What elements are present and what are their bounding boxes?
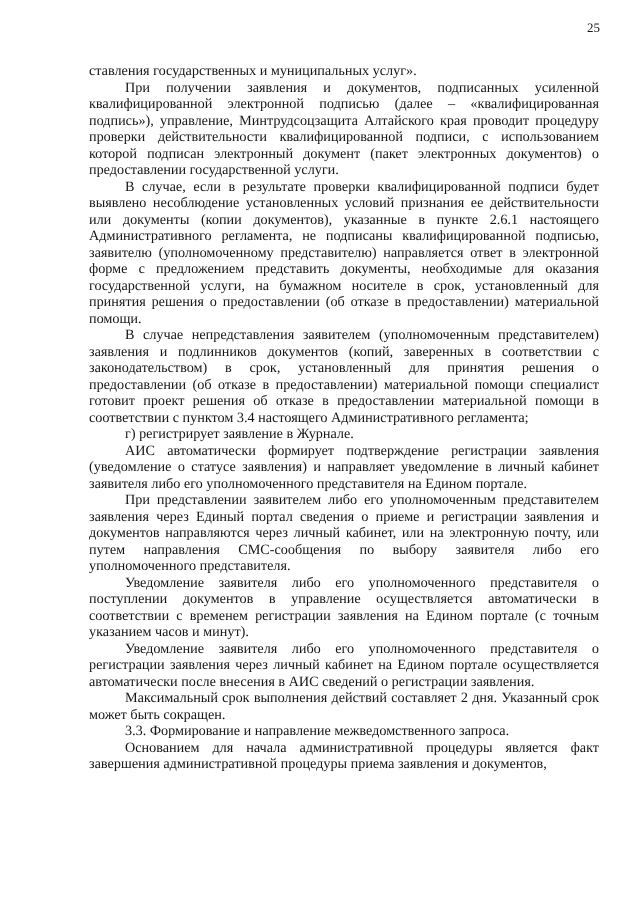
paragraph: В случае, если в результате проверки квалифицированной подписи будет выявлено несоблюдение установленных условий признания ее действительности или документы (копии документов), указанные в пункте 2.6.1 настоящего Административного регламента, не подписаны квалифицированной подписью, заявителю (уполномоченному представителю) направляется ответ в электронной форме с предложением представить документы, необходимые для оказания государственной услуги, на бумажном носителе в срок, установленный для принятия решения о предоставлении (об отказе в предоставлении) материальной помощи. bbox=[89, 178, 599, 327]
paragraph: Максимальный срок выполнения действий составляет 2 дня. Указанный срок может быть сокращен. bbox=[89, 690, 599, 723]
section-heading: 3.3. Формирование и направление межведомственного запроса. bbox=[125, 723, 510, 739]
paragraph: АИС автоматически формирует подтверждение регистрации заявления (уведомление о статусе заявления) и направляет уведомление в личный кабинет заявителя либо его уполномоченного представителя на Едином портале. bbox=[89, 442, 599, 492]
paragraph: Уведомление заявителя либо его уполномоченного представителя о поступлении документов в управление осуществляется автоматически в соответствии с временем регистрации заявления на Едином портале (с точным указанием часов и минут). bbox=[89, 574, 599, 640]
paragraph: При получении заявления и документов, подписанных усиленной квалифицированной электронной подписью (далее – «квалифицированная подпись»), управление, Минтрудсоцзащита Алтайского края проводит процедуру проверки действительности квалифицированной подписи, с использованием которой подписан электронный документ (пакет электронных документов) о предоставлении государственной услуги. bbox=[89, 79, 599, 178]
paragraph: Уведомление заявителя либо его уполномоченного представителя о регистрации заявления через личный кабинет на Едином портале осуществляется автоматически после внесения в АИС сведений о регистрации заявления. bbox=[89, 640, 599, 690]
paragraph: В случае непредставления заявителем (уполномоченным представителем) заявления и подлинников документов (копий, заверенных в соответствии с законодательством) в срок, установленный для принятия решения о предоставлении (об отказе в предоставлении) материальной помощи специалист готовит проект решения об отказе в предоставлении материальной помощи в соответствии с пунктом 3.4 настоящего Административного регламента; bbox=[89, 327, 599, 426]
paragraph: Основанием для начала административной процедуры является факт завершения административной процедуры приема заявления и документов, bbox=[89, 739, 599, 772]
paragraph: ставления государственных и муниципальных услуг». bbox=[89, 63, 417, 79]
body-text bbox=[89, 63, 599, 773]
paragraph: г) регистрирует заявление в Журнале. bbox=[125, 426, 354, 442]
paragraph: При представлении заявителем либо его уполномоченным представителем заявления через Единый портал сведения о приеме и регистрации заявления и документов направляются через личный кабинет, или на электронную почту, или путем направления СМС-сообщения по выбору заявителя либо его уполномоченного представителя. bbox=[89, 492, 599, 574]
page-number: 25 bbox=[587, 20, 600, 35]
